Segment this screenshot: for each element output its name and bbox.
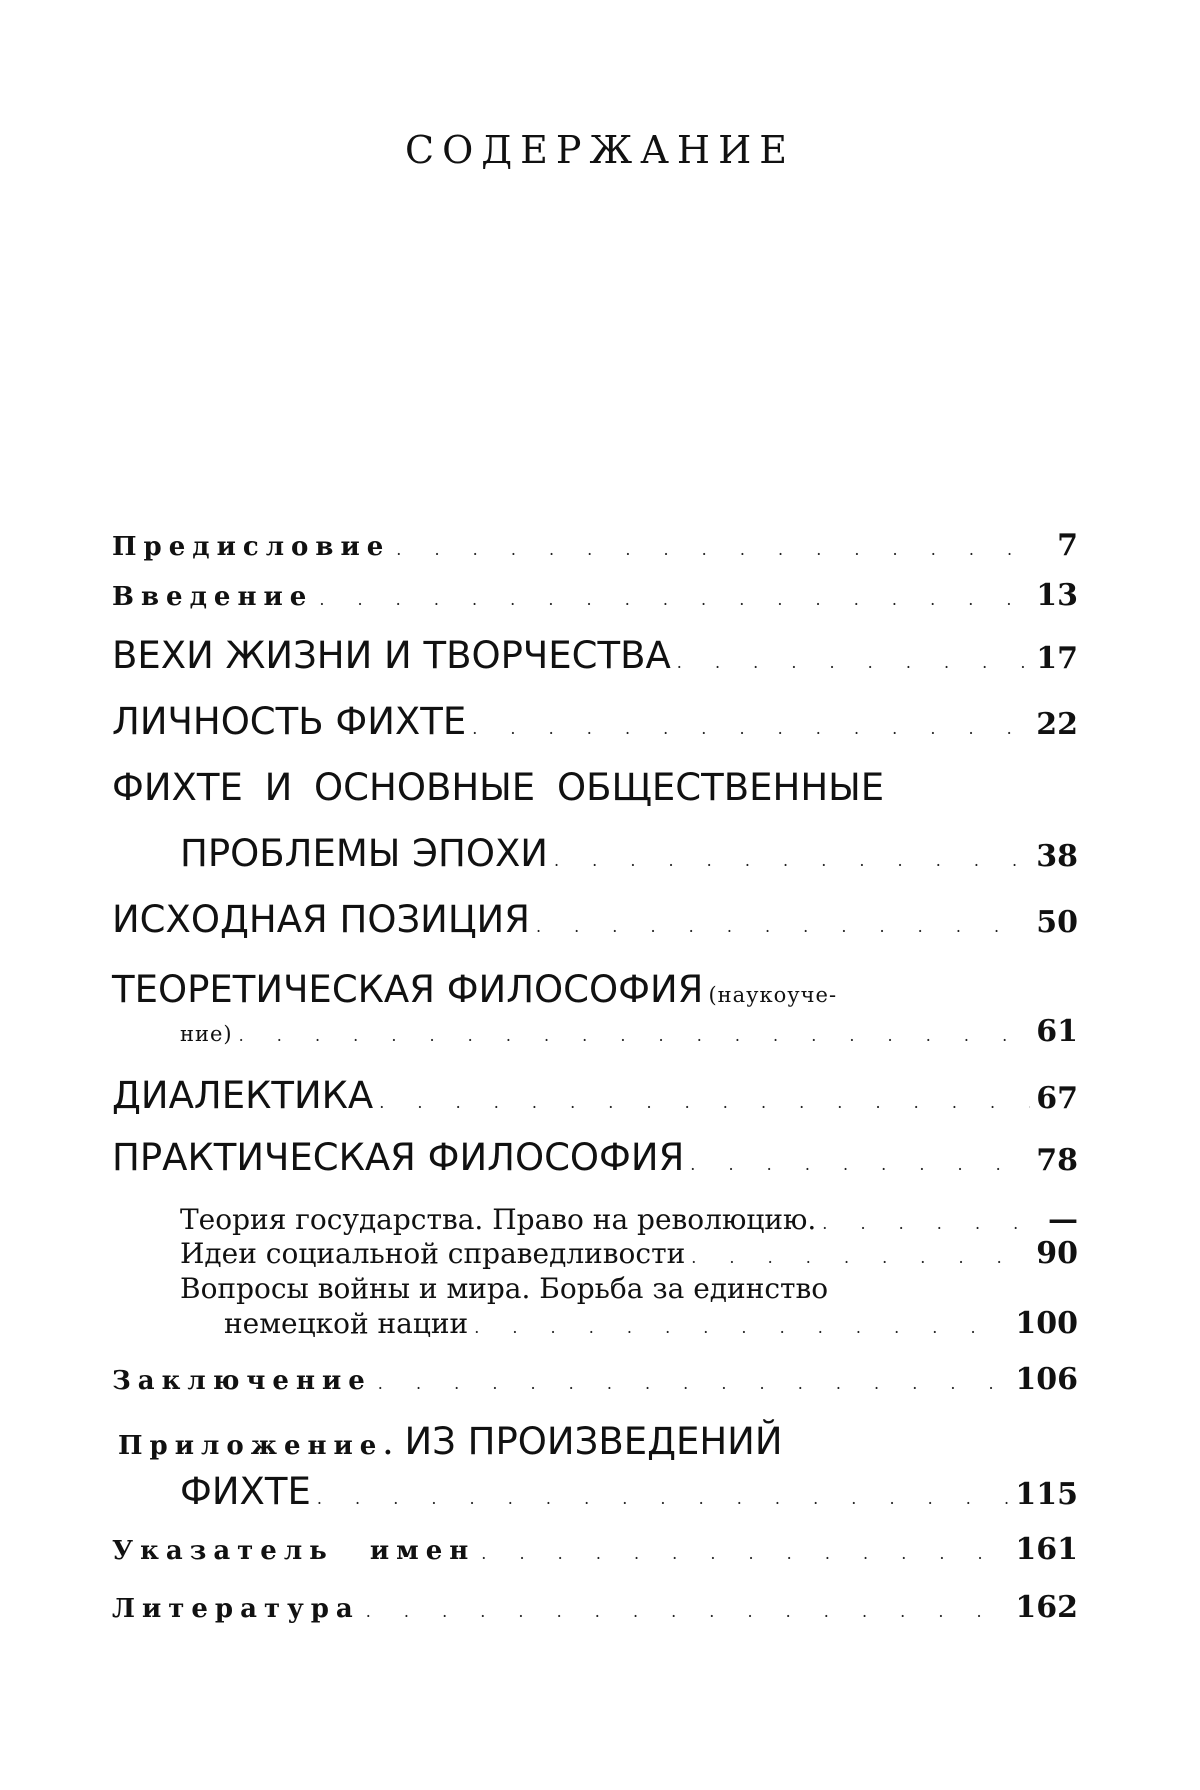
table-of-contents: [112, 528, 1078, 1646]
leader-dots: [822, 1214, 1032, 1233]
toc-entry-theoretical: [112, 1014, 1078, 1074]
toc-entry-page: 161: [1015, 1532, 1078, 1567]
toc-entry-label: ИСХОДНАЯ ПОЗИЦИЯ: [112, 898, 530, 941]
toc-entry-page: 78: [1036, 1143, 1078, 1178]
toc-entry-label: Заключение: [112, 1366, 372, 1396]
toc-entry-appendix-line1: [112, 1420, 1078, 1470]
toc-subentry-war-peace-line1: Вопросы войны и мира. Борьба за единство: [180, 1272, 829, 1305]
toc-entry-label-prefix: Приложение.: [118, 1431, 400, 1461]
toc-entry-label: ВЕХИ ЖИЗНИ И ТВОРЧЕСТВА: [112, 634, 671, 677]
toc-entry-page: 61: [1036, 1014, 1078, 1049]
toc-entry-label: Введение: [112, 582, 314, 612]
toc-entry-label: ТЕОРЕТИЧЕСКАЯ ФИЛОСОФИЯ: [112, 968, 704, 1011]
leader-dots: [378, 1374, 1010, 1393]
toc-entry-page: 67: [1036, 1081, 1078, 1116]
leader-dots: [366, 1602, 1010, 1621]
toc-entry-page: 22: [1036, 707, 1078, 742]
leader-dots: [396, 540, 1032, 559]
leader-dots: [239, 1026, 1031, 1045]
toc-entry-label-note: (наукоуче-: [708, 983, 838, 1007]
leader-dots: [690, 1155, 1030, 1174]
leader-dots: [536, 917, 1030, 936]
toc-entry-theoretical-line1: [112, 968, 1078, 1014]
toc-entry-page: 38: [1036, 839, 1078, 874]
toc-entry-milestones: [112, 634, 1078, 700]
leader-dots: [379, 1093, 1030, 1112]
toc-entry-page: 50: [1036, 905, 1078, 940]
toc-entry-page: 162: [1015, 1590, 1078, 1625]
toc-entry-label: Предисловие: [112, 532, 391, 562]
toc-entry-page: 90: [1036, 1236, 1078, 1271]
toc-entry-page: —: [1048, 1202, 1078, 1237]
leader-dots: [317, 1489, 1010, 1508]
toc-entry-conclusion: [112, 1362, 1078, 1420]
toc-entry-label: ПРАКТИЧЕСКАЯ ФИЛОСОФИЯ: [112, 1136, 685, 1179]
toc-subentry-state-theory: [112, 1202, 1078, 1236]
toc-entry-label: Указатель имен: [112, 1536, 476, 1566]
toc-entry-social-problems-line1: ФИХТЕ И ОСНОВНЫЕ ОБЩЕСТВЕННЫЕ: [112, 766, 885, 809]
toc-entry-page: 13: [1036, 578, 1078, 613]
toc-entry-preface: [112, 528, 1078, 578]
leader-dots: [474, 1318, 1009, 1337]
toc-entry-social-problems: [112, 832, 1078, 898]
toc-entry-label: Литература: [112, 1594, 360, 1624]
toc-entry-label: ДИАЛЕКТИКА: [112, 1074, 374, 1117]
toc-entry-label: ФИХТЕ: [180, 1470, 311, 1513]
toc-entry-page: 115: [1015, 1477, 1078, 1512]
toc-entry-label: ние): [180, 1022, 233, 1046]
toc-entry-dialectics: [112, 1074, 1078, 1136]
toc-entry-starting-position: [112, 898, 1078, 968]
toc-entry-label: ЛИЧНОСТЬ ФИХТЕ: [112, 700, 467, 743]
toc-entry-page: 106: [1015, 1362, 1078, 1397]
toc-entry-label: ПРОБЛЕМЫ ЭПОХИ: [180, 832, 548, 875]
toc-entry-appendix: [112, 1470, 1078, 1532]
toc-entry-label: немецкой нации: [224, 1307, 469, 1340]
toc-entry-page: 7: [1057, 528, 1078, 563]
leader-dots: [691, 1248, 1030, 1267]
toc-subentry-social-justice: [112, 1236, 1078, 1272]
toc-entry-page: 100: [1015, 1306, 1078, 1341]
toc-entry-label: Теория государства. Право на революцию.: [180, 1203, 817, 1236]
page-title: СОДЕРЖАНИЕ: [405, 128, 795, 172]
toc-entry-literature: [112, 1590, 1078, 1646]
toc-entry-name-index: [112, 1532, 1078, 1590]
leader-dots: [677, 653, 1030, 672]
toc-entry-label: ИЗ ПРОИЗВЕДЕНИЙ: [404, 1420, 783, 1463]
leader-dots: [481, 1544, 1009, 1563]
leader-dots: [472, 719, 1030, 738]
toc-entry-introduction: [112, 578, 1078, 634]
toc-entry-label: Идеи социальной справедливости: [180, 1237, 686, 1270]
toc-entry-personality: [112, 700, 1078, 766]
toc-entry-page: 17: [1036, 641, 1078, 676]
toc-entry-practical: [112, 1136, 1078, 1202]
leader-dots: [319, 590, 1030, 609]
toc-subentry-war-peace: [112, 1306, 1078, 1362]
leader-dots: [554, 851, 1030, 870]
